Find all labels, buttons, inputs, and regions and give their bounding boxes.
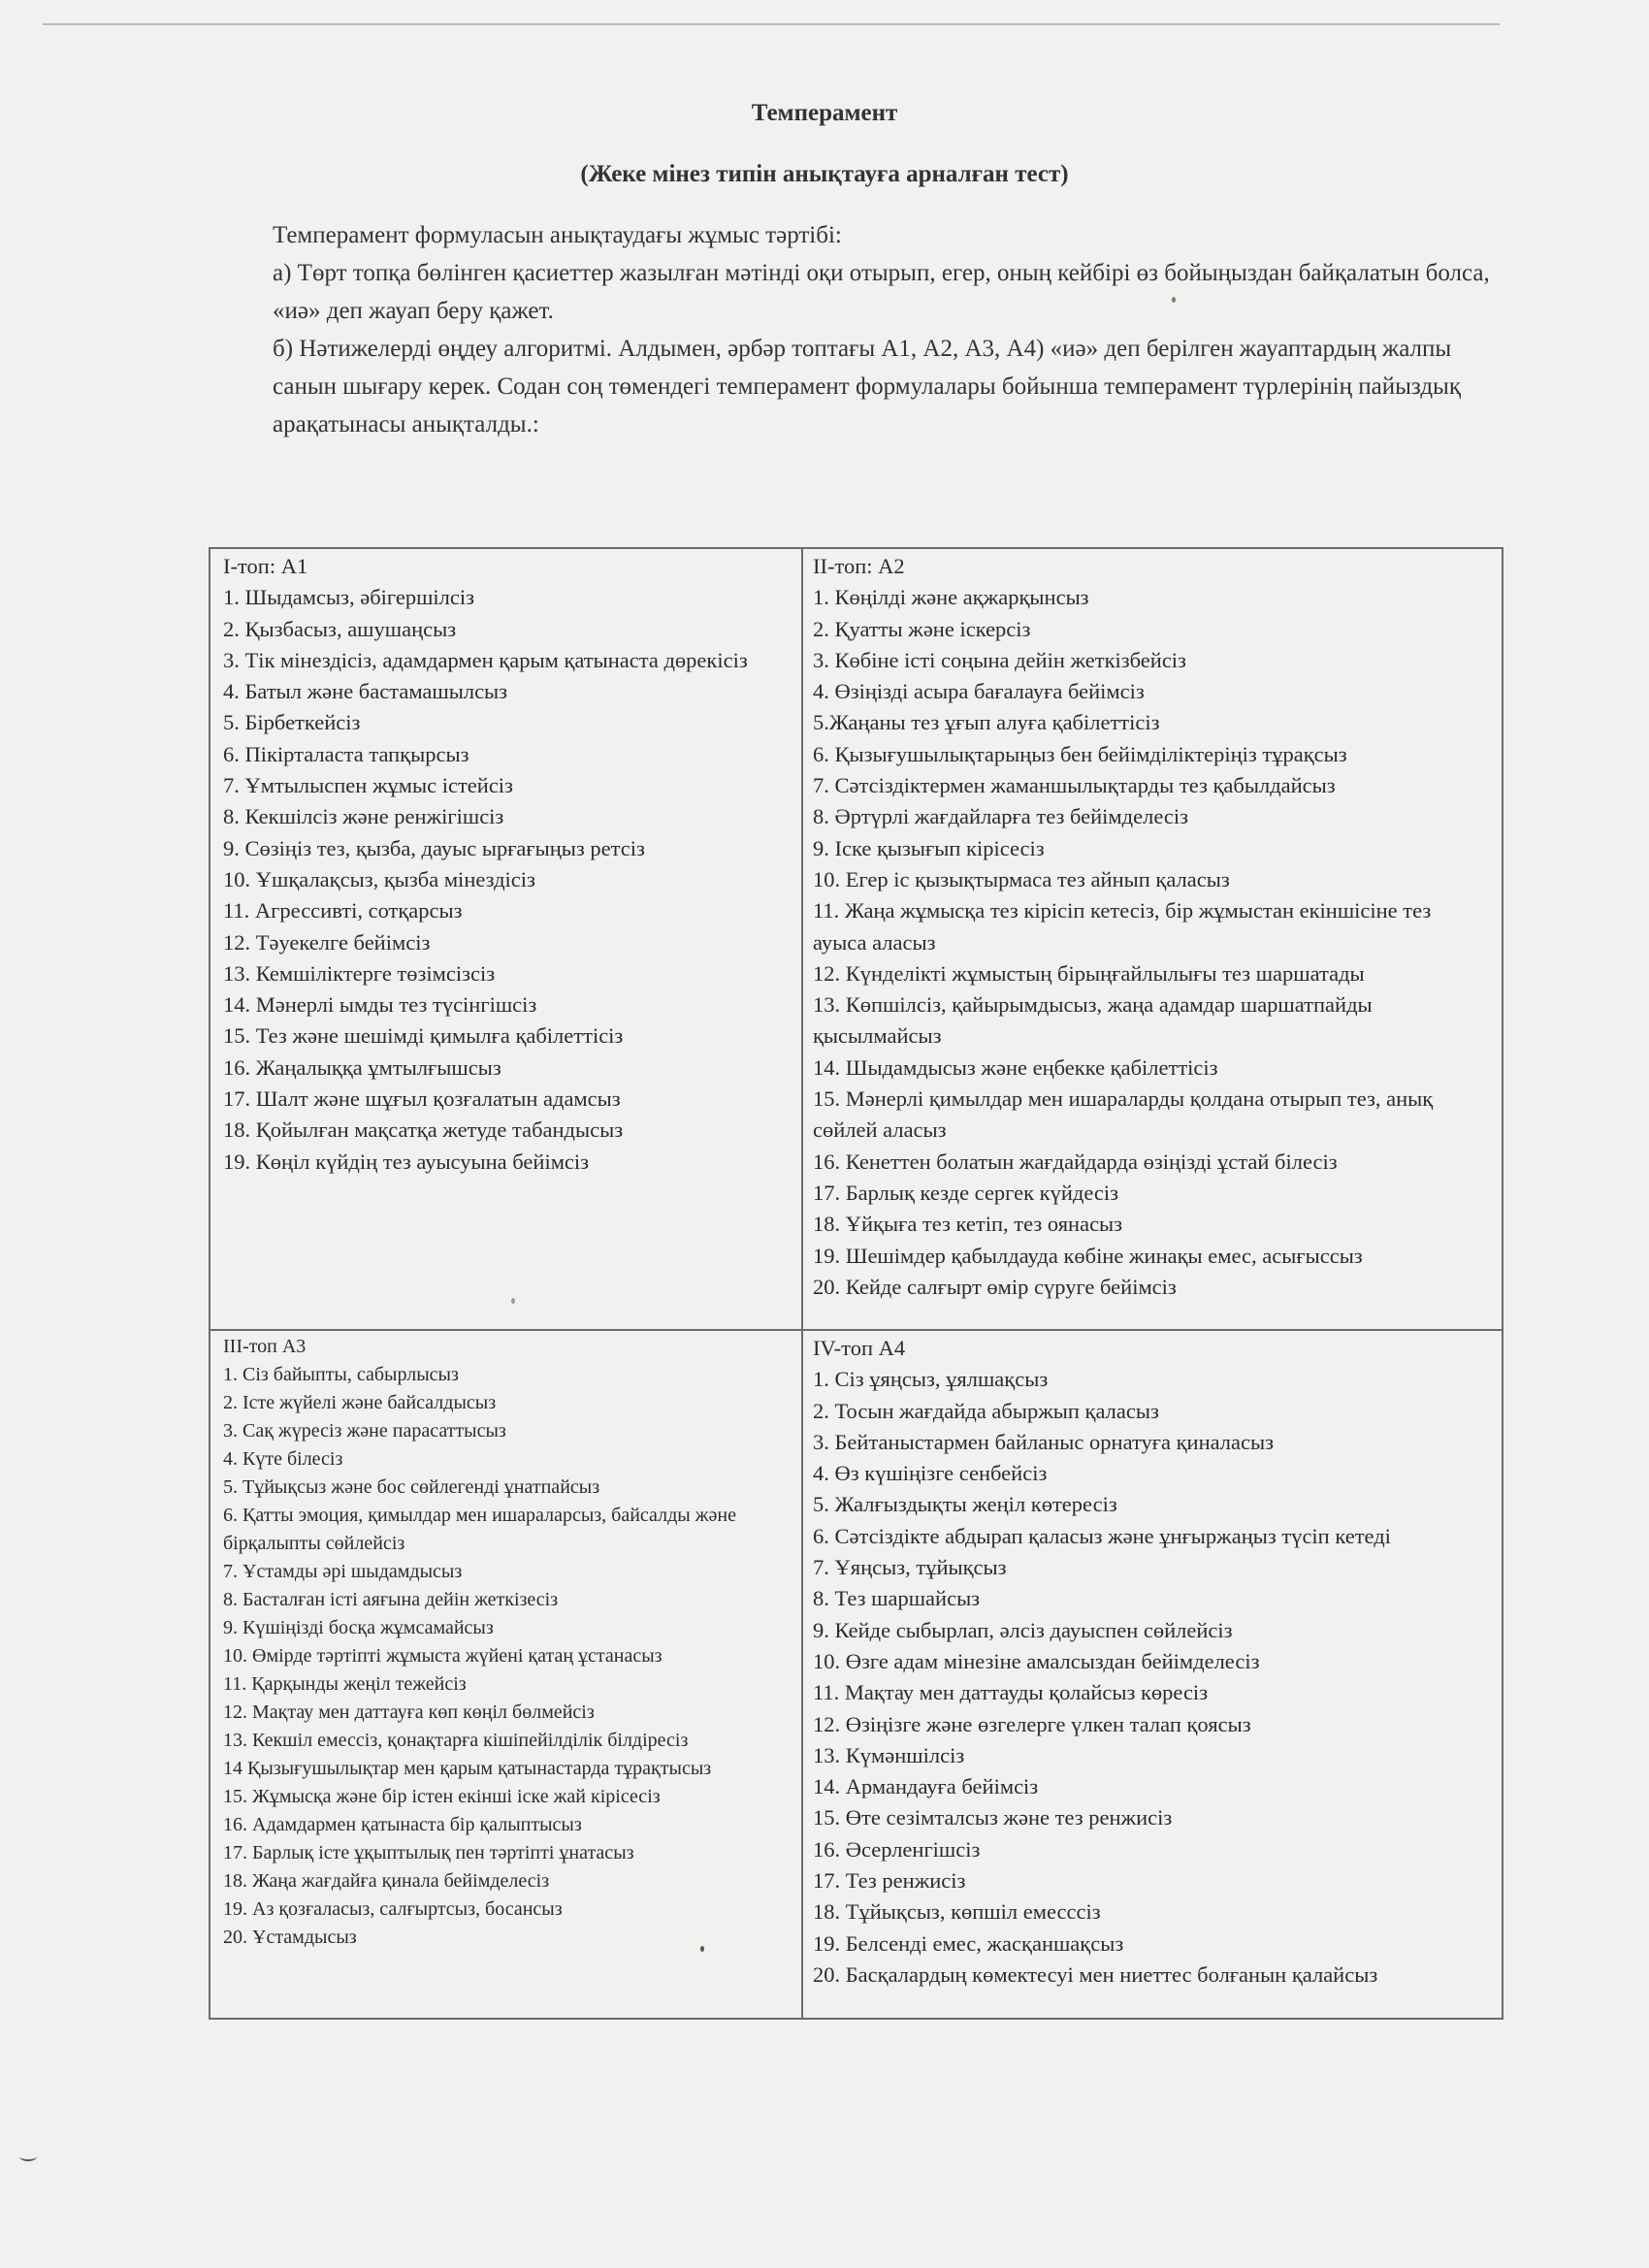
list-item: 6. Пікірталаста тапқырсыз xyxy=(223,741,469,766)
list-item: 4. Өз күшіңізге сенбейсіз xyxy=(813,1461,1048,1486)
list-item: 12. Өзіңізге және өзгелерге үлкен талап қоясыз xyxy=(813,1711,1251,1736)
list-item: 8. Кекшілсіз және ренжігішсіз xyxy=(223,804,504,829)
list-item: 15. Мәнерлі қимылдар мен ишараларды қолдана отырып тез, анық сөйлей аласыз xyxy=(813,1086,1434,1143)
list-item: 7. Сәтсіздіктермен жаманшылықтарды тез қабылдайсыз xyxy=(813,773,1336,798)
list-item: 9. Іске қызығып кірісесіз xyxy=(813,835,1045,860)
list-item: 3. Бейтаныстармен байланыс орнатуға қиналасыз xyxy=(813,1429,1275,1454)
list-item: 5. Тұйықсыз және бос сөйлегенді ұнатпайсыз xyxy=(223,1476,600,1498)
scan-speck xyxy=(1172,297,1176,303)
list-item: 2. Қызбасыз, ашушаңсыз xyxy=(223,616,457,641)
list-item: 11. Мақтау мен даттауды қолайсыз көресіз xyxy=(813,1680,1209,1705)
list-item: 3. Тік мінездісіз, адамдармен қарым қатынаста дөрекісіз xyxy=(223,647,748,672)
list-item: 18. Ұйқыға тез кетіп, тез оянасыз xyxy=(813,1212,1123,1237)
list-item: 13. Көпшілсіз, қайырымдысыз, жаңа адамдар шаршатпайды қысылмайсыз xyxy=(813,992,1373,1049)
list-item: 2. Істе жүйелі және байсалдысыз xyxy=(223,1392,497,1413)
list-item: 12. Тәуекелге бейімсіз xyxy=(223,929,431,955)
list-item: 6. Қызығушылықтарыңыз бен бейімділіктеріңіз тұрақсыз xyxy=(813,741,1347,766)
group-cell-a1 xyxy=(210,548,802,1330)
list-item: 2. Қуатты және іскерсіз xyxy=(813,616,1031,641)
list-item: 14. Мәнерлі ымды тез түсінгішсіз xyxy=(223,992,537,1018)
list-item: 11. Агрессивті, сотқарсыз xyxy=(223,898,463,923)
list-item: 7. Ұяңсыз, тұйықсыз xyxy=(813,1555,1007,1580)
list-item: 13. Кекшіл емессіз, қонақтарға кішіпейілділік білдіресіз xyxy=(223,1730,689,1751)
list-item: 15. Жұмысқа және бір істен екінші іске жай кірісесіз xyxy=(223,1786,661,1807)
list-item: 7. Ұмтылыспен жұмыс істейсіз xyxy=(223,773,513,798)
list-item: 19. Белсенді емес, жасқаншақсыз xyxy=(813,1930,1124,1956)
intro-heading: Темперамент формуласын анықтаудағы жұмыс тәртібі: xyxy=(273,222,842,248)
group-cell-a4 xyxy=(802,1330,1503,2019)
list-item: 1. Шыдамсыз, әбігершілсіз xyxy=(223,585,475,610)
list-item: 11. Қарқынды жеңіл тежейсіз xyxy=(223,1673,467,1695)
list-item: 4. Батыл және бастамашылсыз xyxy=(223,679,508,704)
list-item: 9. Кейде сыбырлап, әлсіз дауыспен сөйлейсіз xyxy=(813,1617,1233,1642)
list-item: 16. Адамдармен қатынаста бір қалыптысыз xyxy=(223,1814,582,1835)
intro-step-b: б) Нәтижелерді өңдеу алгоритмі. Алдымен, әрбәр топтағы А1, А2, А3, А4) «иә» деп берілген жауаптардың жалпы санын шығару керек. Содан соң төмендегі темперамент формулалары бойынша темперамент түрлерінің пайыздық арақатынасы анықталды.: xyxy=(273,336,1461,437)
list-item: 10. Өмірде тәртіпті жұмыста жүйені қатаң ұстанасыз xyxy=(223,1645,663,1667)
scan-speck xyxy=(511,1298,515,1304)
list-item: 12. Мақтау мен даттауға көп көңіл бөлмейсіз xyxy=(223,1701,595,1723)
document-subtitle: (Жеке мінез типін анықтауға арналған тест) xyxy=(580,161,1069,187)
list-item: 17. Шалт және шұғыл қозғалатын адамсыз xyxy=(223,1086,621,1112)
groups-table xyxy=(209,547,1504,2020)
list-item: 16. Әсерленгішсіз xyxy=(813,1836,981,1862)
table-row xyxy=(210,548,1503,1330)
list-item: 18. Тұйықсыз, көпшіл емесссіз xyxy=(813,1899,1101,1925)
list-item: 11. Жаңа жұмысқа тез кірісіп кетесіз, бір жұмыстан екіншісіне тез ауыса аласыз xyxy=(813,898,1432,955)
list-item: 9. Күшіңізді босқа жұмсамайсыз xyxy=(223,1617,494,1638)
list-item: 19. Аз қозғаласыз, салғыртсыз, босансыз xyxy=(223,1898,563,1920)
list-item: 18. Қойылған мақсатқа жетуде табандысыз xyxy=(223,1118,624,1143)
list-item: 17. Тез ренжисіз xyxy=(813,1868,966,1894)
table-row xyxy=(210,1330,1503,2019)
list-item: 8. Әртүрлі жағдайларға тез бейімделесіз xyxy=(813,804,1188,829)
intro-text xyxy=(273,216,1514,443)
list-item: 16. Жаңалыққа ұмтылғышсыз xyxy=(223,1054,501,1080)
group-cell-a3 xyxy=(210,1330,802,2019)
list-item: 20. Басқалардың көмектесуі мен ниеттес болғанын қалайсыз xyxy=(813,1961,1378,1987)
list-item: 7. Ұстамды әрі шыдамдысыз xyxy=(223,1561,463,1582)
list-item: 20. Ұстамдысыз xyxy=(223,1927,357,1948)
list-item: 8. Басталған істі аяғына дейін жеткізесіз xyxy=(223,1589,559,1610)
list-item: 16. Кенеттен болатын жағдайдарда өзіңізді ұстай білесіз xyxy=(813,1149,1338,1174)
list-item: 1. Көңілді және ақжарқынсыз xyxy=(813,585,1089,610)
list-item: 19. Көңіл күйдің тез ауысуына бейімсіз xyxy=(223,1149,590,1174)
list-item: 14. Шыдамдысыз және еңбекке қабілеттісіз xyxy=(813,1054,1218,1080)
list-item: 14 Қызығушылықтар мен қарым қатынастарда тұрақтысыз xyxy=(223,1758,712,1779)
list-item: 5. Бірбеткейсіз xyxy=(223,710,361,735)
group-title: ІІ-топ: А2 xyxy=(813,554,905,578)
list-item: 3. Сақ жүресіз және парасаттысыз xyxy=(223,1420,506,1442)
list-item: 5. Жалғыздықты жеңіл көтересіз xyxy=(813,1492,1117,1517)
list-item: 6. Қатты эмоция, қимылдар мен ишараларсыз, байсалды және бірқалыпты сөйлейсіз xyxy=(223,1505,736,1554)
group-title: ІІІ-топ А3 xyxy=(223,1336,307,1357)
list-item: 15. Өте сезімталсыз және тез ренжисіз xyxy=(813,1805,1173,1831)
list-item: 14. Армандауға бейімсіз xyxy=(813,1774,1039,1799)
list-item: 6. Сәтсіздікте абдырап қаласыз және ұнғыржаңыз түсіп кетеді xyxy=(813,1523,1391,1548)
list-item: 10. Егер іс қызықтырмаса тез айнып қаласыз xyxy=(813,866,1230,891)
list-item: 4. Күте білесіз xyxy=(223,1448,343,1470)
document-title: Темперамент xyxy=(751,100,898,126)
list-item: 9. Сөзіңіз тез, қызба, дауыс ырғағыңыз ретсіз xyxy=(223,835,645,860)
intro-step-a: а) Төрт топқа бөлінген қасиеттер жазылған мәтінді оқи отырып, егер, оның кейбірі өз бойыңыздан байқалатын болса, «иә» деп жауап беру қажет. xyxy=(273,260,1490,324)
list-item: 3. Көбіне істі соңына дейін жеткізбейсіз xyxy=(813,647,1186,672)
list-item: 17. Барлық кезде сергек күйдесіз xyxy=(813,1180,1118,1205)
list-item: 10. Ұшқалақсыз, қызба мінездісіз xyxy=(223,866,535,891)
list-item: 13. Кемшіліктерге төзімсізсіз xyxy=(223,960,496,986)
scan-mark xyxy=(19,2152,37,2161)
list-item: 2. Тосын жағдайда абыржып қаласыз xyxy=(813,1398,1159,1423)
list-item: 12. Күнделікті жұмыстың бірыңғайлылығы тез шаршатады xyxy=(813,960,1365,986)
list-item: 18. Жаңа жағдайға қинала бейімделесіз xyxy=(223,1870,550,1892)
top-rule xyxy=(43,23,1500,25)
list-item: 15. Тез және шешімді қимылға қабілеттісіз xyxy=(223,1023,624,1049)
list-item: 17. Барлық істе ұқыптылық пен тәртіпті ұнатасыз xyxy=(223,1842,634,1863)
list-item: 1. Сіз ұяңсыз, ұялшақсыз xyxy=(813,1367,1049,1392)
scan-speck xyxy=(700,1946,704,1952)
list-item: 20. Кейде салғырт өмір сүруге бейімсіз xyxy=(813,1274,1177,1299)
group-title: І-топ: А1 xyxy=(223,554,308,578)
list-item: 4. Өзіңізді асыра бағалауға бейімсіз xyxy=(813,679,1145,704)
list-item: 19. Шешімдер қабылдауда көбіне жинақы емес, асығыссыз xyxy=(813,1243,1363,1268)
group-cell-a2 xyxy=(802,548,1503,1330)
list-item: 1. Сіз байыпты, сабырлысыз xyxy=(223,1364,459,1385)
list-item: 8. Тез шаршайсыз xyxy=(813,1586,981,1611)
group-title: IV-топ А4 xyxy=(813,1336,906,1360)
list-item: 5.Жаңаны тез ұғып алуға қабілеттісіз xyxy=(813,710,1160,735)
list-item: 13. Күмәншілсіз xyxy=(813,1742,965,1767)
list-item: 10. Өзге адам мінезіне амалсыздан бейімделесіз xyxy=(813,1648,1260,1673)
